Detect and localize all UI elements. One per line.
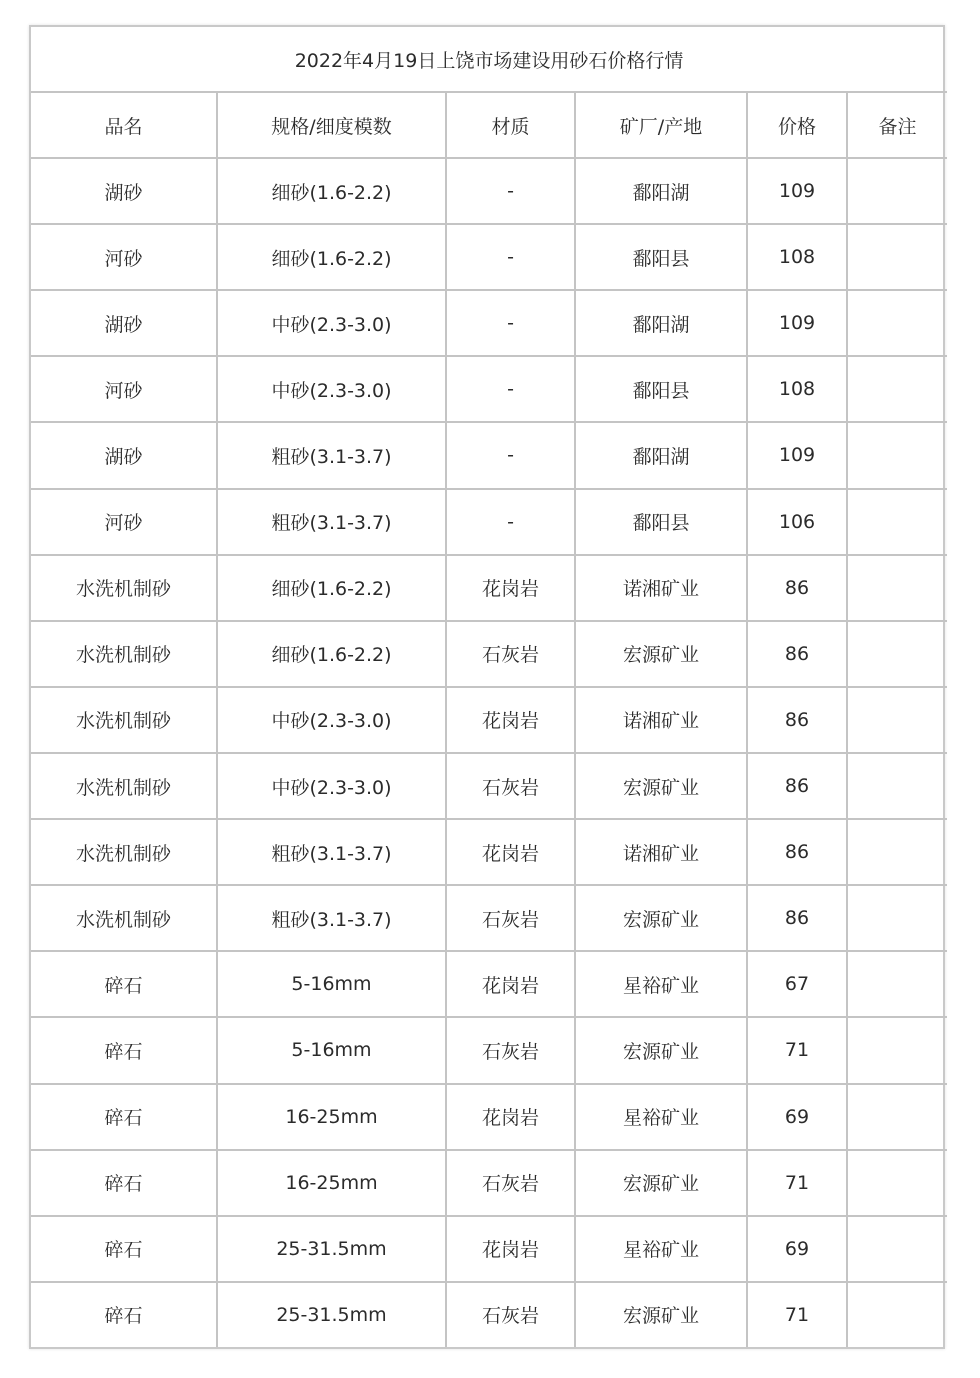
cell-origin: 星裕矿业 [575, 1216, 747, 1282]
cell-remark [847, 555, 947, 621]
cell-material: 石灰岩 [446, 885, 575, 951]
cell-remark [847, 951, 947, 1017]
table-body [31, 158, 947, 1347]
cell-name: 湖砂 [31, 422, 217, 488]
cell-material: 花岗岩 [446, 555, 575, 621]
cell-spec: 25-31.5mm [217, 1282, 446, 1347]
cell-material: 石灰岩 [446, 753, 575, 819]
cell-remark [847, 489, 947, 555]
table-row [31, 158, 947, 224]
table-row [31, 687, 947, 753]
cell-origin: 诺湘矿业 [575, 687, 747, 753]
cell-spec: 5-16mm [217, 951, 446, 1017]
cell-spec: 中砂(2.3-3.0) [217, 290, 446, 356]
cell-origin: 鄱阳湖 [575, 158, 747, 224]
cell-spec: 中砂(2.3-3.0) [217, 753, 446, 819]
column-header-price: 价格 [747, 92, 847, 158]
cell-origin: 鄱阳湖 [575, 422, 747, 488]
cell-spec: 细砂(1.6-2.2) [217, 621, 446, 687]
cell-price: 69 [747, 1216, 847, 1282]
cell-price: 109 [747, 290, 847, 356]
cell-name: 碎石 [31, 1017, 217, 1083]
cell-material: 石灰岩 [446, 621, 575, 687]
price-table [31, 27, 947, 1347]
cell-name: 湖砂 [31, 290, 217, 356]
cell-remark [847, 753, 947, 819]
cell-origin: 鄱阳县 [575, 489, 747, 555]
cell-name: 水洗机制砂 [31, 819, 217, 885]
cell-price: 86 [747, 885, 847, 951]
table-row [31, 1216, 947, 1282]
cell-material: 花岗岩 [446, 819, 575, 885]
cell-origin: 宏源矿业 [575, 621, 747, 687]
column-header-remark: 备注 [847, 92, 947, 158]
cell-material: 石灰岩 [446, 1150, 575, 1216]
table-row [31, 555, 947, 621]
cell-material: - [446, 422, 575, 488]
cell-material: - [446, 224, 575, 290]
table-row [31, 224, 947, 290]
cell-material: 花岗岩 [446, 1084, 575, 1150]
cell-origin: 鄱阳湖 [575, 290, 747, 356]
cell-name: 水洗机制砂 [31, 885, 217, 951]
cell-price: 109 [747, 422, 847, 488]
cell-remark [847, 687, 947, 753]
cell-price: 86 [747, 555, 847, 621]
cell-spec: 5-16mm [217, 1017, 446, 1083]
cell-spec: 25-31.5mm [217, 1216, 446, 1282]
cell-name: 水洗机制砂 [31, 555, 217, 621]
column-header-origin: 矿厂/产地 [575, 92, 747, 158]
cell-origin: 宏源矿业 [575, 1150, 747, 1216]
cell-material: 花岗岩 [446, 687, 575, 753]
table-title-row [31, 27, 947, 92]
cell-material: - [446, 356, 575, 422]
price-table-frame [29, 25, 945, 1349]
cell-name: 河砂 [31, 224, 217, 290]
cell-origin: 诺湘矿业 [575, 555, 747, 621]
cell-remark [847, 356, 947, 422]
table-row [31, 290, 947, 356]
cell-name: 湖砂 [31, 158, 217, 224]
table-row [31, 489, 947, 555]
cell-price: 106 [747, 489, 847, 555]
cell-name: 水洗机制砂 [31, 753, 217, 819]
cell-origin: 宏源矿业 [575, 885, 747, 951]
cell-name: 碎石 [31, 1084, 217, 1150]
cell-material: - [446, 290, 575, 356]
table-row [31, 753, 947, 819]
cell-material: 花岗岩 [446, 1216, 575, 1282]
cell-name: 水洗机制砂 [31, 687, 217, 753]
cell-remark [847, 1017, 947, 1083]
table-row [31, 819, 947, 885]
cell-name: 河砂 [31, 489, 217, 555]
table-header-row [31, 92, 947, 158]
table-title: 2022年4月19日上饶市场建设用砂石价格行情 [31, 27, 947, 92]
table-row [31, 1084, 947, 1150]
cell-origin: 鄱阳县 [575, 356, 747, 422]
cell-material: 花岗岩 [446, 951, 575, 1017]
cell-remark [847, 422, 947, 488]
cell-material: 石灰岩 [446, 1282, 575, 1347]
cell-spec: 细砂(1.6-2.2) [217, 555, 446, 621]
cell-spec: 粗砂(3.1-3.7) [217, 885, 446, 951]
cell-price: 71 [747, 1017, 847, 1083]
cell-name: 碎石 [31, 951, 217, 1017]
table-row [31, 621, 947, 687]
table-row [31, 422, 947, 488]
cell-origin: 宏源矿业 [575, 753, 747, 819]
cell-remark [847, 1282, 947, 1347]
cell-origin: 星裕矿业 [575, 1084, 747, 1150]
cell-material: - [446, 489, 575, 555]
cell-remark [847, 224, 947, 290]
column-header-name: 品名 [31, 92, 217, 158]
cell-remark [847, 885, 947, 951]
cell-price: 108 [747, 356, 847, 422]
cell-remark [847, 1150, 947, 1216]
table-row [31, 885, 947, 951]
cell-spec: 细砂(1.6-2.2) [217, 224, 446, 290]
cell-price: 71 [747, 1150, 847, 1216]
cell-material: - [446, 158, 575, 224]
cell-spec: 中砂(2.3-3.0) [217, 687, 446, 753]
cell-remark [847, 819, 947, 885]
cell-price: 67 [747, 951, 847, 1017]
column-header-material: 材质 [446, 92, 575, 158]
table-row [31, 1282, 947, 1347]
cell-origin: 星裕矿业 [575, 951, 747, 1017]
cell-price: 108 [747, 224, 847, 290]
cell-spec: 细砂(1.6-2.2) [217, 158, 446, 224]
cell-price: 86 [747, 819, 847, 885]
cell-origin: 宏源矿业 [575, 1017, 747, 1083]
cell-name: 河砂 [31, 356, 217, 422]
cell-spec: 粗砂(3.1-3.7) [217, 422, 446, 488]
table-row [31, 951, 947, 1017]
table-row [31, 356, 947, 422]
cell-price: 69 [747, 1084, 847, 1150]
cell-spec: 16-25mm [217, 1150, 446, 1216]
cell-remark [847, 290, 947, 356]
cell-spec: 粗砂(3.1-3.7) [217, 489, 446, 555]
cell-name: 水洗机制砂 [31, 621, 217, 687]
cell-origin: 鄱阳县 [575, 224, 747, 290]
cell-origin: 宏源矿业 [575, 1282, 747, 1347]
cell-remark [847, 621, 947, 687]
table-row [31, 1017, 947, 1083]
cell-spec: 16-25mm [217, 1084, 446, 1150]
cell-origin: 诺湘矿业 [575, 819, 747, 885]
cell-price: 86 [747, 687, 847, 753]
cell-name: 碎石 [31, 1216, 217, 1282]
cell-name: 碎石 [31, 1150, 217, 1216]
cell-price: 109 [747, 158, 847, 224]
cell-material: 石灰岩 [446, 1017, 575, 1083]
cell-remark [847, 158, 947, 224]
cell-remark [847, 1084, 947, 1150]
cell-spec: 粗砂(3.1-3.7) [217, 819, 446, 885]
cell-price: 71 [747, 1282, 847, 1347]
cell-name: 碎石 [31, 1282, 217, 1347]
cell-spec: 中砂(2.3-3.0) [217, 356, 446, 422]
table-row [31, 1150, 947, 1216]
cell-price: 86 [747, 753, 847, 819]
cell-price: 86 [747, 621, 847, 687]
cell-remark [847, 1216, 947, 1282]
column-header-spec: 规格/细度模数 [217, 92, 446, 158]
